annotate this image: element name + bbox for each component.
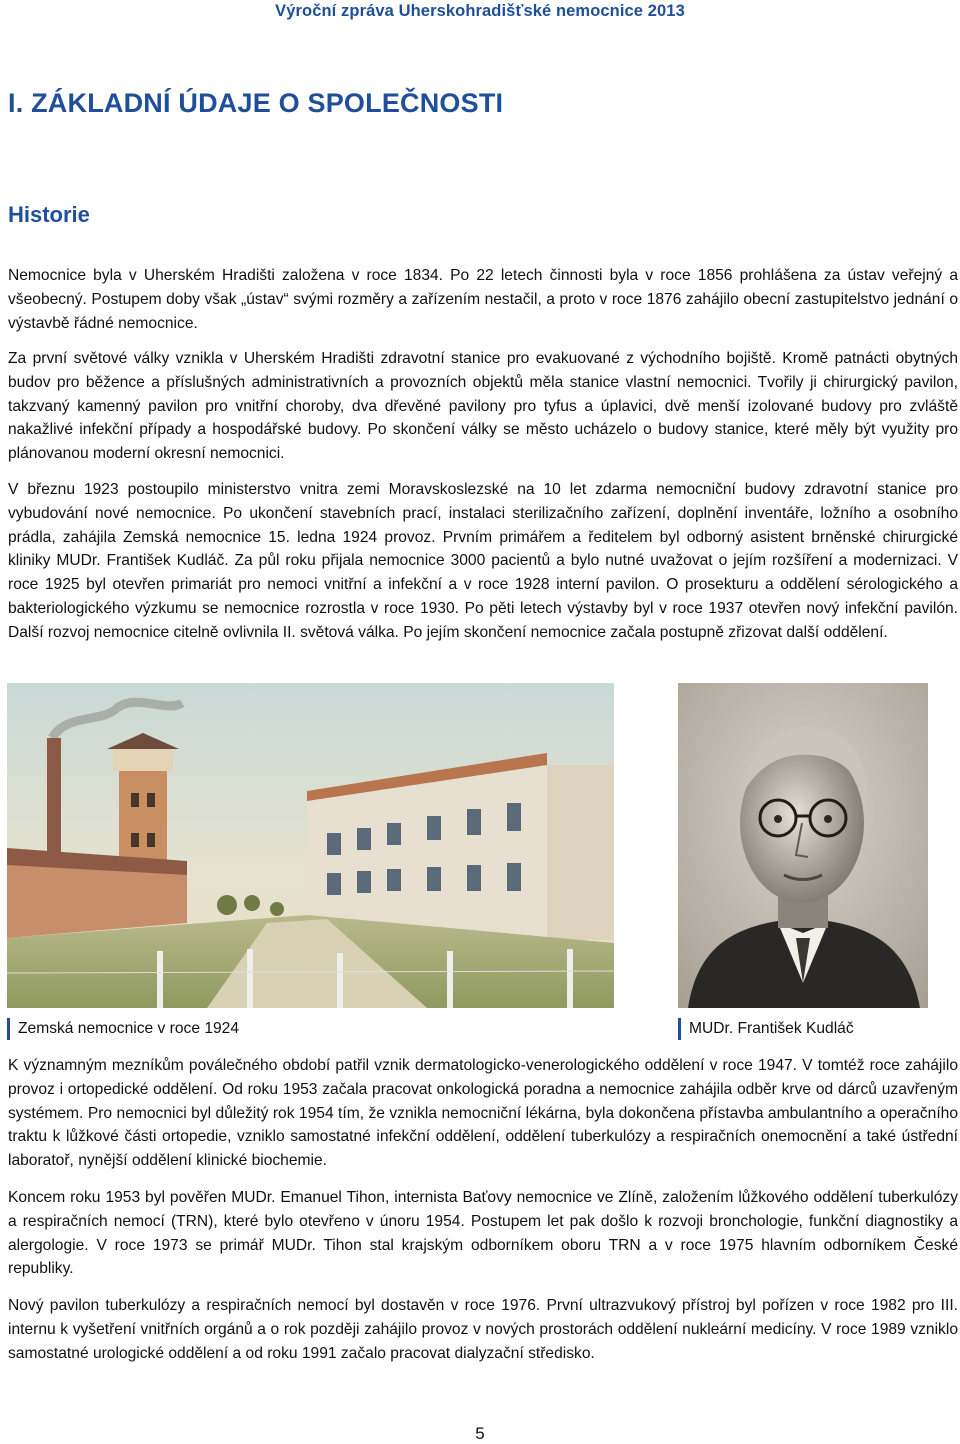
chapter-title: I. ZÁKLADNÍ ÚDAJE O SPOLEČNOSTI [8,88,504,118]
hospital-1924-photo [7,683,614,1008]
section-title: Historie [8,202,90,227]
hospital-photo-caption: Zemská nemocnice v roce 1924 [7,1018,348,1040]
paragraph-1976: Nový pavilon tuberkulózy a respiračních nemocí byl dostavěn v roce 1976. První ultrazvukový přístroj byl pořízen v roce 1982 pro III. internu k vyšetření vnitřních orgánů a o rok později zahájilo provoz v nových prostorách oddělení nukleární medicíny. V roce 1989 vzniklo samostatné urologické oddělení a od roku 1991 začalo pracovat dialyzační středisko. [8,1297,958,1362]
paragraph-1923: V březnu 1923 postoupilo ministerstvo vnitra zemi Moravskoslezské na 10 let zdarma nemocniční budovy zdravotní stanice pro vybudování nové nemocnice. Po ukončení stavebních prací, instalaci sterilizačního zařízení, doplnění inventáře, ložního a osobního prádla, zahájila Zemská nemocnice 15. ledna 1924 provoz. Prvním primářem a ředitelem byl odborný asistent brněnské chirurgické kliniky MUDr. František Kudláč. Za půl roku přijala nemocnice 3000 pacientů a bylo nutné uvažovat o jejím rozšíření a modernizaci. V roce 1925 byl otevřen primariát pro nemoci vnitřní a infekční a v roce 1928 interní pavilon. O prosekturu a oddělení sérologického a bakteriologického výzkumu se nemocnice rozrostla v roce 1930. Po pěti letech výstavby byl v roce 1937 otevřen nový infekční pavilón. Další rozvoj nemocnice citelně ovlivnila II. světová válka. Po jejím skončení nemocnice začala postupně zřizovat další oddělení. [8,481,958,641]
paragraph-postwar: K významným mezníkům poválečného období patřil vznik dermatologicko-venerologického oddělení v roce 1947. V tomtéž roce zahájilo provoz i ortopedické oddělení. Od roku 1953 začala pracovat onkologická poradna a nemocnice zahájila odběr krve od dárců uzavřeným systémem. Pro nemocnici byl důležitý rok 1954 tím, že vznikla nemocniční lékárna, byla dokončena přístavba ambulantního a operačního traktu k lůžkové části ortopedie, vzniklo samostatné infekční oddělení, oddělení tuberkulózy a respiračních onemocnění a také ústřední laboratoř, nynější oddělení klinické biochemie. [8,1057,958,1170]
paragraph-trn: Koncem roku 1953 byl pověřen MUDr. Emanuel Tihon, internista Baťovy nemocnice ve Zlíně, založením lůžkového oddělení tuberkulózy a respiračních nemocí (TRN), které bylo otevřeno v únoru 1954. Postupem let pak došlo k rozvoji bronchologie, funkční diagnostiky a alergologie. V roce 1973 se primář MUDr. Tihon stal krajským odborníkem oboru TRN a v roce 1975 hlavním odborníkem České republiky. [8,1189,958,1278]
page-number: 5 [475,1424,485,1443]
paragraph-founding: Nemocnice byla v Uherském Hradišti založena v roce 1834. Po 22 letech činnosti byla v roce 1856 prohlášena za ústav veřejný a všeobecný. Postupem doby však „ústav“ svými rozměry a zařízením nestačil, a proto v roce 1876 zahájilo obecní zastupitelstvo jednání o výstavbě řádné nemocnice. [8,267,958,332]
paragraph-wwi: Za první světové války vznikla v Uherském Hradišti zdravotní stanice pro evakuované z východního bojiště. Kromě patnácti obytných budov pro běžence a příslušných administrativních a provozních objektů měla stanice vlastní nemocnici. Tvořily ji chirurgický pavilon, takzvaný kamenný pavilon pro vnitřní choroby, dva dřevěné pavilony pro tyfus a úplavici, dvě menší izolované budovy pro zvláště nakažlivé infekční případy a hospodářské budovy. Po skončení války se město ucházelo o budovy stanice, které měly být využity pro plánovanou moderní okresní nemocnici. [8,350,958,463]
portrait-photo-caption: MUDr. František Kudláč [678,1018,949,1040]
kudlac-portrait-photo [678,683,928,1008]
report-header: Výroční zpráva Uherskohradišťské nemocnice 2013 [275,2,685,20]
